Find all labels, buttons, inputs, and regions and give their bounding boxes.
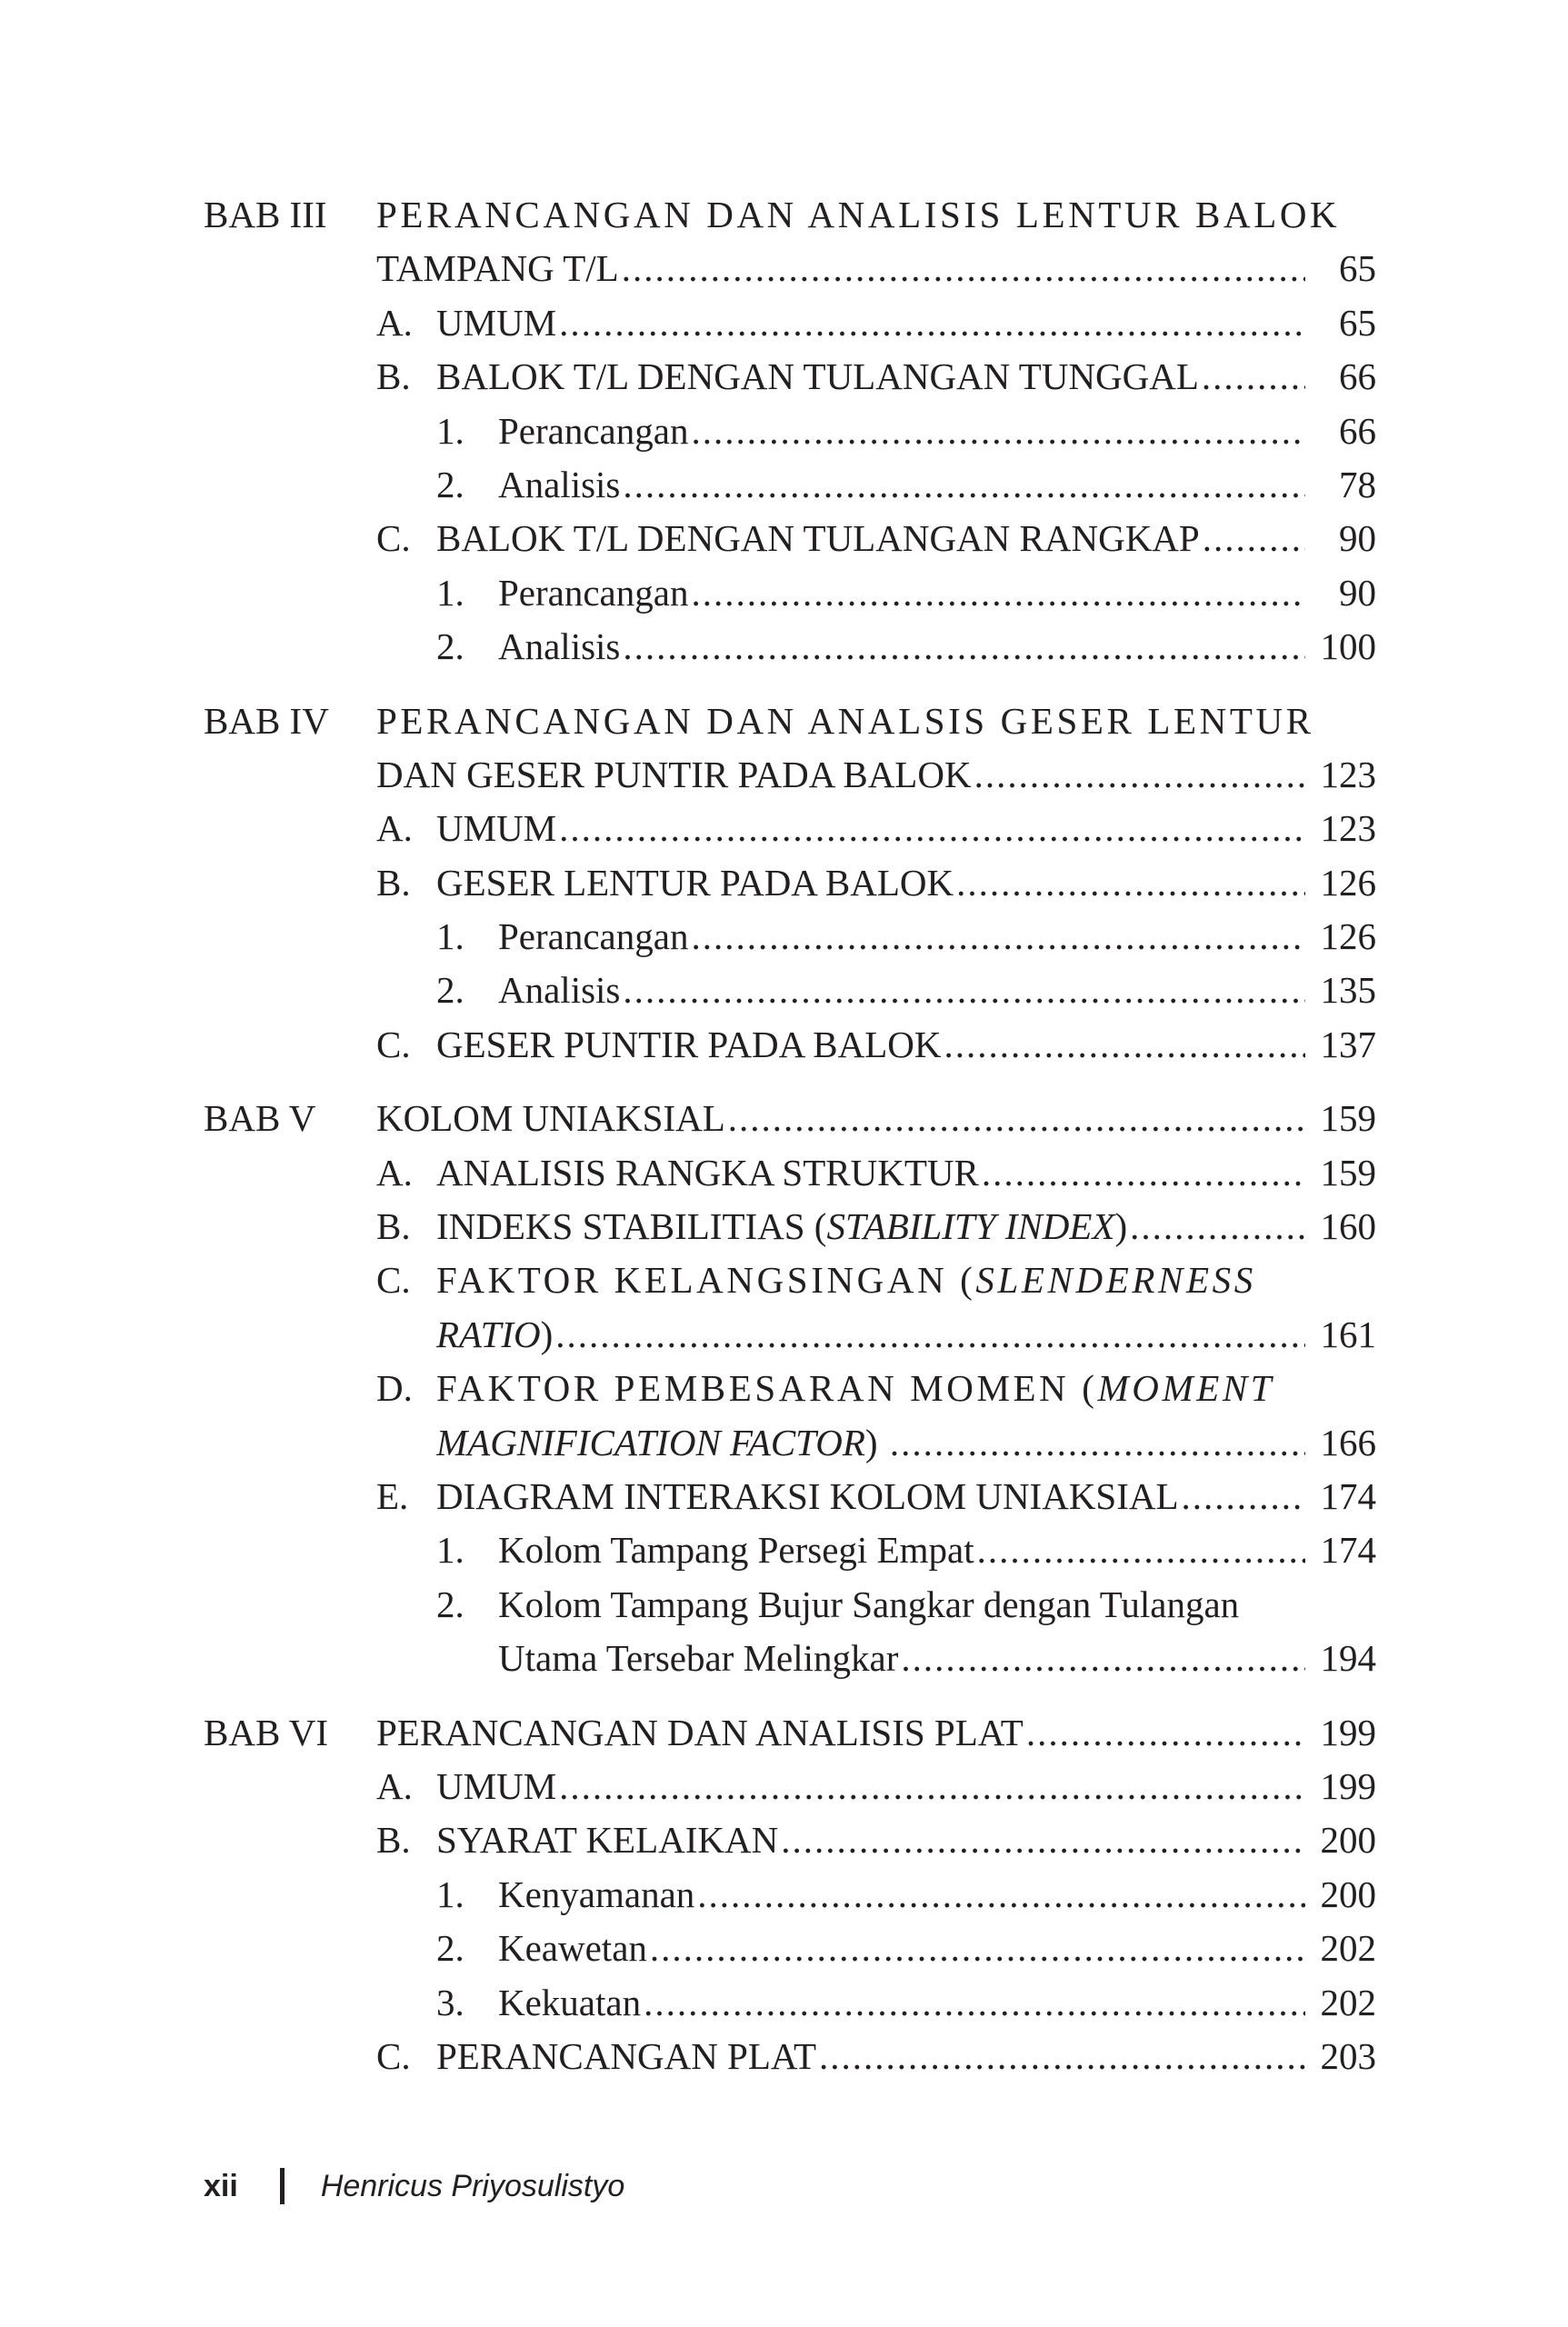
item-title: Analisis: [498, 969, 621, 1012]
section-title: BALOK T/L DENGAN TULANGAN TUNGGAL: [436, 355, 1199, 398]
section-mark: B.: [376, 861, 411, 904]
dot-leader: [620, 458, 1305, 512]
dot-leader: [979, 1146, 1305, 1200]
toc-entry[interactable]: [204, 1470, 1376, 1523]
page-folio: xii: [204, 2168, 238, 2203]
item-title: Perancangan: [498, 915, 689, 958]
item-title: Perancangan: [498, 409, 689, 452]
page-number: 66: [1339, 409, 1376, 452]
toc-entry-first-line[interactable]: [204, 1362, 1376, 1415]
dot-leader: [553, 1308, 1305, 1362]
toc-entry[interactable]: [204, 458, 1376, 512]
chapter-gap: [204, 1686, 1376, 1706]
toc-entry[interactable]: [204, 620, 1376, 674]
dot-leader: [887, 1416, 1305, 1470]
dot-leader: [1199, 350, 1305, 404]
toc-chapter-heading: [204, 694, 1376, 748]
dot-leader: [898, 1632, 1305, 1685]
page-number: 199: [1320, 1711, 1376, 1753]
section-title: SYARAT KELAIKAN: [436, 1819, 779, 1862]
dot-leader: [1179, 1470, 1305, 1523]
dot-leader: [972, 748, 1305, 802]
item-title: Perancangan: [498, 571, 689, 614]
section-mark: B.: [376, 355, 411, 398]
section-mark: B.: [376, 1819, 411, 1862]
section-mark: C.: [376, 1023, 411, 1065]
item-mark: 2.: [436, 1927, 464, 1970]
dot-leader: [647, 1922, 1305, 1975]
item-mark: 1.: [436, 571, 464, 614]
section-mark: A.: [376, 1151, 413, 1193]
section-title: MAGNIFICATION FACTOR): [436, 1421, 878, 1463]
toc-entry[interactable]: [204, 964, 1376, 1017]
chapter-title: TAMPANG T/L: [376, 247, 619, 290]
section-title: DIAGRAM INTERAKSI KOLOM UNIAKSIAL: [436, 1474, 1179, 1517]
item-title: Analisis: [498, 625, 621, 668]
page-number: 194: [1320, 1637, 1376, 1680]
dot-leader: [778, 1813, 1305, 1867]
section-mark: A.: [376, 807, 413, 850]
section-title: FAKTOR KELANGSINGAN (SLENDERNESS: [436, 1259, 1256, 1302]
item-mark: 1.: [436, 409, 464, 452]
toc-entry[interactable]: [204, 1760, 1376, 1813]
section-mark: C.: [376, 517, 411, 560]
page-number: 159: [1320, 1097, 1376, 1140]
toc-entry[interactable]: [204, 2030, 1376, 2083]
item-title: Kekuatan: [498, 1981, 642, 2023]
item-mark: 3.: [436, 1981, 464, 2023]
section-title: UMUM: [436, 807, 557, 850]
dot-leader: [556, 1760, 1305, 1813]
toc-entry[interactable]: [204, 856, 1376, 910]
dot-leader: [694, 1868, 1305, 1922]
section-title: UMUM: [436, 1764, 557, 1807]
dot-leader: [619, 242, 1305, 295]
dot-leader: [954, 856, 1305, 910]
toc-entry-first-line[interactable]: [204, 1578, 1376, 1632]
page-number: 65: [1339, 301, 1376, 344]
page-number: 137: [1320, 1023, 1376, 1065]
section-mark: A.: [376, 1764, 413, 1807]
page-number: 174: [1320, 1474, 1376, 1517]
section-title: GESER PUNTIR PADA BALOK: [436, 1023, 942, 1065]
page-number: 78: [1339, 463, 1376, 505]
toc-entry[interactable]: [204, 512, 1376, 565]
dot-leader: [974, 1523, 1305, 1577]
page-number: 66: [1339, 355, 1376, 398]
page-number: 100: [1320, 625, 1376, 668]
toc-entry[interactable]: [204, 1922, 1376, 1975]
dot-leader: [556, 296, 1305, 350]
toc-entry[interactable]: [204, 1868, 1376, 1922]
item-mark: 1.: [436, 915, 464, 958]
section-title: GESER LENTUR PADA BALOK: [436, 861, 954, 904]
dot-leader: [688, 910, 1305, 964]
toc-entry[interactable]: [204, 1018, 1376, 1072]
dot-leader: [620, 964, 1305, 1017]
item-mark: 2.: [436, 969, 464, 1012]
page-number: 123: [1320, 753, 1376, 795]
page-number: 123: [1320, 807, 1376, 850]
running-author: Henricus Priyosulistyo: [320, 2168, 625, 2203]
item-mark: 2.: [436, 1583, 464, 1625]
page-number: 174: [1320, 1529, 1376, 1572]
page-number: 135: [1320, 969, 1376, 1012]
toc-entry[interactable]: [204, 1200, 1376, 1253]
section-mark: A.: [376, 301, 413, 344]
page-number: 202: [1320, 1981, 1376, 2023]
toc-entry[interactable]: [204, 748, 1376, 802]
footer-divider: [280, 2168, 285, 2204]
toc-entry-first-line[interactable]: [204, 1253, 1376, 1307]
toc-entry[interactable]: [204, 242, 1376, 295]
page-footer: [204, 2168, 624, 2204]
dot-leader: [688, 566, 1305, 620]
item-title: Utama Tersebar Melingkar: [498, 1637, 899, 1680]
chapter-title: KOLOM UNIAKSIAL: [376, 1097, 725, 1140]
section-mark: C.: [376, 2034, 411, 2077]
dot-leader: [641, 1976, 1305, 2030]
dot-leader: [1024, 1706, 1305, 1760]
page-number: 90: [1339, 517, 1376, 560]
item-title: Analisis: [498, 463, 621, 505]
page-number: 126: [1320, 861, 1376, 904]
dot-leader: [1200, 512, 1305, 565]
item-mark: 2.: [436, 625, 464, 668]
toc-entry[interactable]: [204, 566, 1376, 620]
section-mark: D.: [376, 1367, 413, 1410]
toc-entry[interactable]: [204, 1146, 1376, 1200]
toc-entry[interactable]: [204, 1976, 1376, 2030]
chapter-label: BAB V: [204, 1097, 316, 1140]
item-title: Kolom Tampang Persegi Empat: [498, 1529, 974, 1572]
toc-entry[interactable]: [204, 1092, 1376, 1145]
chapter-title: PERANCANGAN DAN ANALISIS PLAT: [376, 1711, 1024, 1753]
chapter-label: BAB III: [204, 194, 327, 235]
item-title: Kenyamanan: [498, 1873, 695, 1915]
section-title: BALOK T/L DENGAN TULANGAN RANGKAP: [436, 517, 1200, 560]
dot-leader: [1127, 1200, 1305, 1253]
toc-entry[interactable]: [204, 910, 1376, 964]
page-number: 65: [1339, 247, 1376, 290]
item-mark: 1.: [436, 1529, 464, 1572]
item-title: Kolom Tampang Bujur Sangkar dengan Tulangan: [498, 1583, 1240, 1625]
section-title: ANALISIS RANGKA STRUKTUR: [436, 1151, 979, 1193]
page-number: 126: [1320, 915, 1376, 958]
toc-entry[interactable]: [204, 1632, 1376, 1685]
section-title: INDEKS STABILITIAS (STABILITY INDEX): [436, 1205, 1128, 1248]
section-title: UMUM: [436, 301, 557, 344]
toc-entry[interactable]: [204, 1706, 1376, 1760]
dot-leader: [556, 802, 1305, 855]
dot-leader: [941, 1018, 1305, 1072]
page-number: 203: [1320, 2034, 1376, 2077]
chapter-title: PERANCANGAN DAN ANALSIS GESER LENTUR: [376, 699, 1314, 742]
page-number: 90: [1339, 571, 1376, 614]
chapter-label: BAB IV: [204, 699, 329, 742]
chapter-title: PERANCANGAN DAN ANALISIS LENTUR BALOK: [376, 194, 1341, 235]
page-number: 200: [1320, 1873, 1376, 1915]
toc-entry[interactable]: [204, 350, 1376, 404]
dot-leader: [816, 2030, 1305, 2083]
page-number: 199: [1320, 1764, 1376, 1807]
section-title: FAKTOR PEMBESARAN MOMEN (MOMENT: [436, 1367, 1275, 1410]
section-mark: C.: [376, 1259, 411, 1302]
page-number: 159: [1320, 1151, 1376, 1193]
section-mark: E.: [376, 1474, 409, 1517]
page-number: 160: [1320, 1205, 1376, 1248]
item-title: Keawetan: [498, 1927, 647, 1970]
section-title: PERANCANGAN PLAT: [436, 2034, 817, 2077]
page-number: 161: [1320, 1313, 1376, 1355]
toc-entry[interactable]: [204, 404, 1376, 458]
item-mark: 2.: [436, 463, 464, 505]
section-title: RATIO): [436, 1313, 554, 1355]
page-number: 200: [1320, 1819, 1376, 1862]
toc-chapter-heading: [204, 188, 1376, 242]
dot-leader: [620, 620, 1305, 674]
toc-entry[interactable]: [204, 1523, 1376, 1577]
toc-entry[interactable]: [204, 1308, 1376, 1362]
chapter-gap: [204, 674, 1376, 694]
chapter-label: BAB VI: [204, 1711, 329, 1753]
page-number: 202: [1320, 1927, 1376, 1970]
chapter-title: DAN GESER PUNTIR PADA BALOK: [376, 753, 972, 795]
section-mark: B.: [376, 1205, 411, 1248]
toc-entry[interactable]: [204, 802, 1376, 855]
dot-leader: [688, 404, 1305, 458]
item-mark: 1.: [436, 1873, 464, 1915]
toc-entry[interactable]: [204, 1416, 1376, 1470]
chapter-gap: [204, 1072, 1376, 1092]
dot-leader: [725, 1092, 1305, 1145]
table-of-contents: [204, 188, 1376, 2083]
toc-entry[interactable]: [204, 1813, 1376, 1867]
toc-entry[interactable]: [204, 296, 1376, 350]
page-number: 166: [1320, 1421, 1376, 1463]
